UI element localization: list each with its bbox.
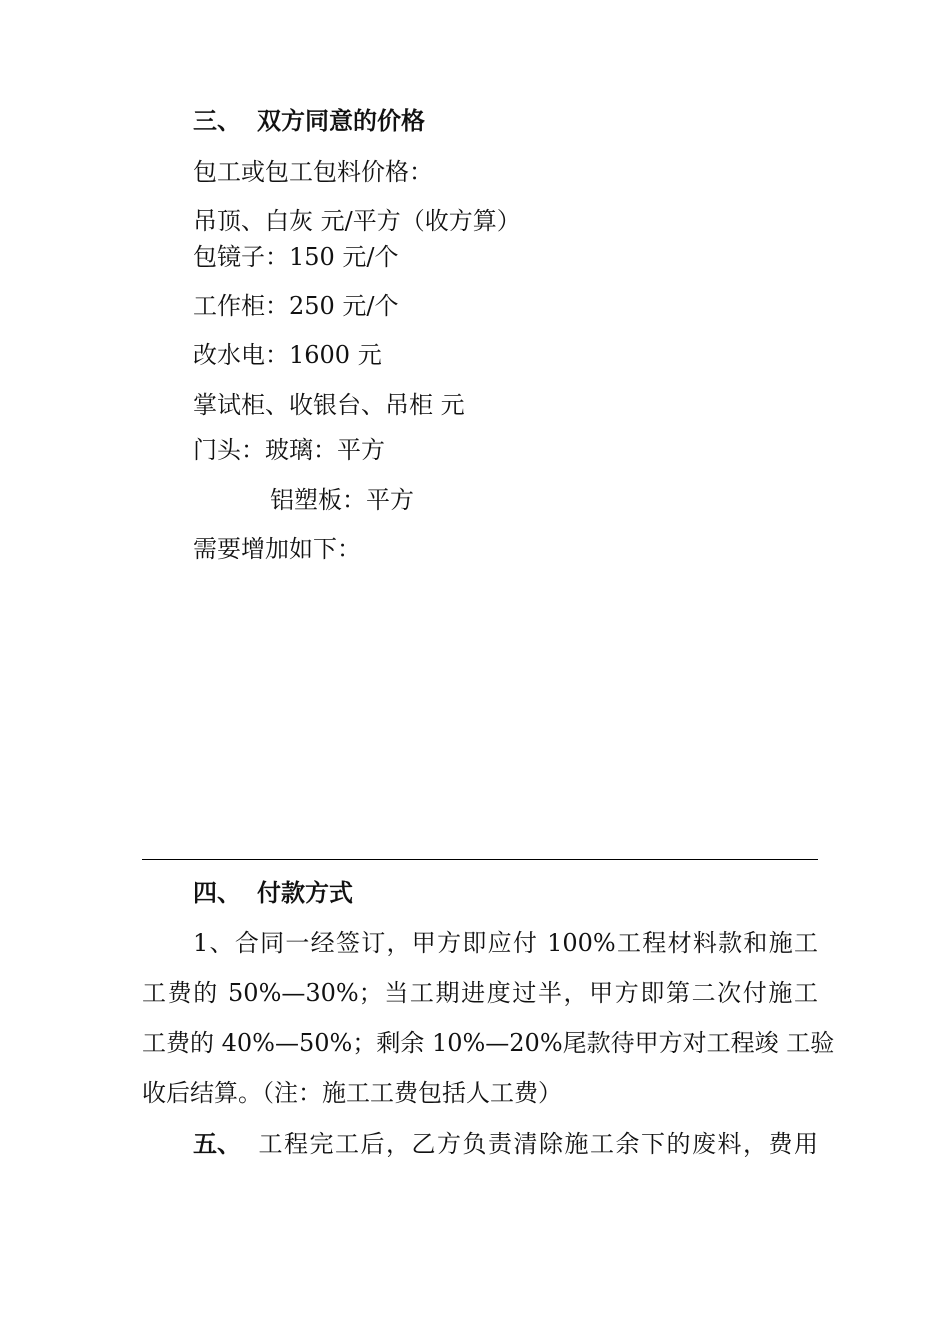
payment-line-1: 1、合同一经签订，甲方即应付 100%工程材料款和施工	[193, 929, 818, 957]
price-ceiling: 吊顶、白灰 元/平方（收方算）	[193, 207, 521, 235]
section-5-text: 工程完工后，乙方负责清除施工余下的废料，费用	[257, 1130, 818, 1158]
section-3-number: 三、	[193, 106, 241, 135]
section-3-title: 双方同意的价格	[257, 106, 425, 135]
price-intro: 包工或包工包料价格：	[193, 158, 433, 186]
price-plumbing-electric: 改水电：1600 元	[193, 341, 382, 369]
section-4-number: 四、	[193, 878, 241, 907]
payment-line-3: 工费的 40%—50%；剩余 10%—20%尾款待甲方对工程竣 工验	[142, 1029, 835, 1057]
section-3-heading	[193, 106, 425, 136]
price-cabinet: 工作柜：250 元/个	[193, 292, 399, 320]
divider-line	[142, 859, 818, 860]
section-4-heading	[193, 878, 353, 908]
price-counter: 掌试柜、收银台、吊柜 元	[193, 391, 465, 419]
price-aluminum-panel: 铝塑板：平方	[270, 486, 414, 514]
payment-line-2: 工费的 50%—30%；当工期进度过半，甲方即第二次付施工	[142, 979, 818, 1007]
price-storefront-glass: 门头：玻璃：平方	[193, 436, 385, 464]
price-additional: 需要增加如下：	[193, 535, 361, 563]
price-mirror: 包镜子：150 元/个	[193, 243, 399, 271]
payment-line-4: 收后结算。（注：施工工费包括人工费）	[142, 1079, 562, 1107]
section-4-title: 付款方式	[257, 878, 353, 907]
section-5-paragraph	[193, 1129, 818, 1159]
section-5-number: 五、	[193, 1129, 241, 1158]
